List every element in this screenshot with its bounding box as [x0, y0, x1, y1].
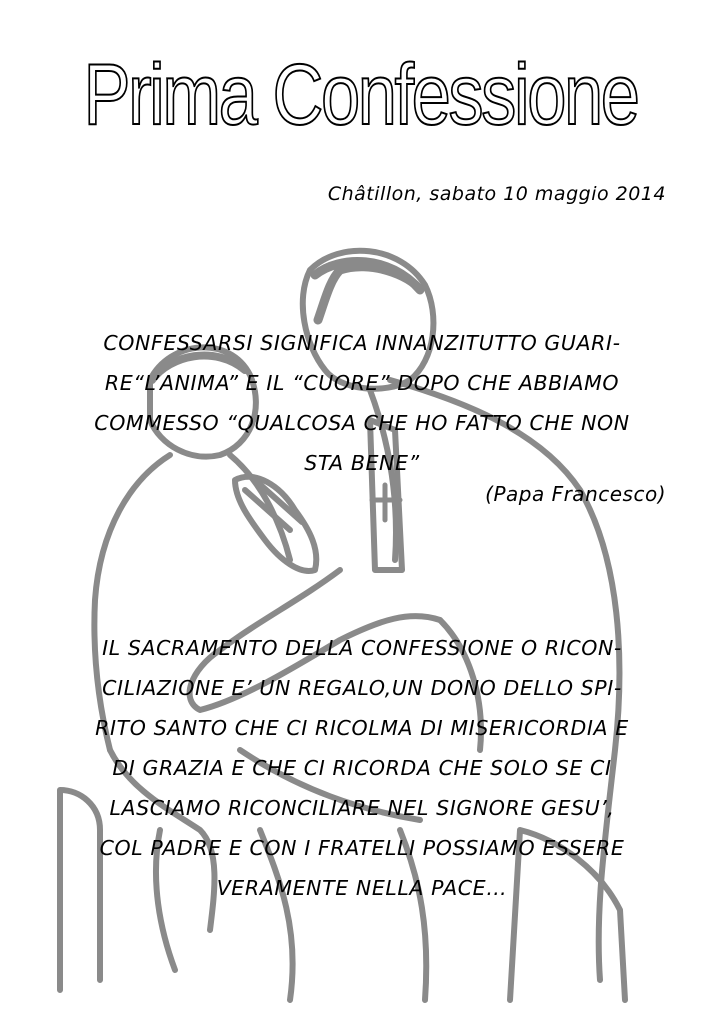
quote-line: DI GRAZIA E CHE CI RICORDA CHE SOLO SE CI — [112, 756, 612, 780]
quote-line: LASCIAMO RICONCILIARE NEL SIGNORE GESU’, — [109, 796, 615, 820]
priest-hair — [315, 261, 420, 320]
quote-confession — [52, 323, 672, 483]
quote-line: CILIAZIONE E’ UN REGALO,UN DONO DELLO SPI- — [102, 676, 622, 700]
date-line: Châtillon, sabato 10 maggio 2014 — [327, 183, 666, 205]
quote-line: RE“L’ANIMA” E IL “CUORE” DOPO CHE ABBIAMO — [104, 371, 620, 395]
quote-line: COMMESSO “QUALCOSA CHE HO FATTO CHE NON — [94, 411, 630, 435]
quote-line: RITO SANTO CHE CI RICOLMA DI MISERICORDIA E — [95, 716, 629, 740]
quote-line: COL PADRE E CON I FRATELLI POSSIAMO ESSERE — [99, 836, 625, 860]
quote-line: IL SACRAMENTO DELLA CONFESSIONE O RICON- — [102, 636, 622, 660]
quote-line: VERAMENTE NELLA PACE… — [216, 876, 508, 900]
quote-line: CONFESSARSI SIGNIFICA INNANZITUTTO GUARI- — [103, 331, 621, 355]
quote-line: STA BENE” — [304, 451, 420, 475]
quote-sacrament — [52, 628, 672, 908]
page-title: Prima Confessione — [83, 47, 638, 143]
quote-attribution: (Papa Francesco) — [485, 482, 666, 506]
